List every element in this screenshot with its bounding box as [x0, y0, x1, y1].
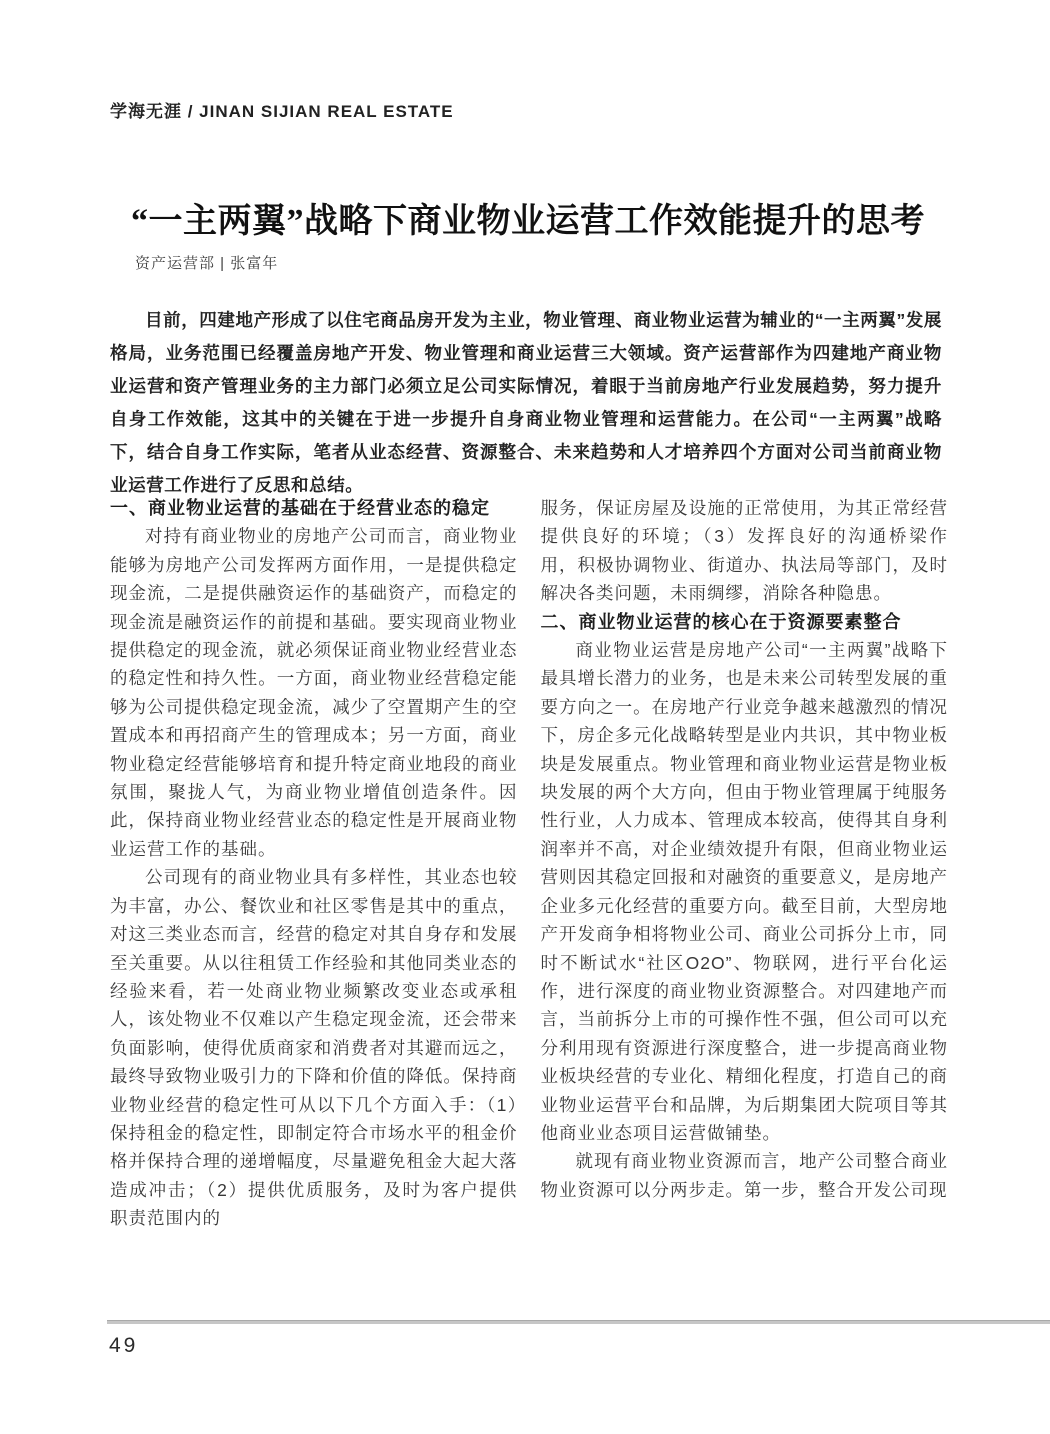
page-header-label: 学海无涯 / JINAN SIJIAN REAL ESTATE [110, 102, 454, 121]
page-number: 49 [109, 1334, 139, 1357]
article-title: “一主两翼”战略下商业物业运营工作效能提升的思考 [131, 203, 925, 240]
section-heading: 一、商业物业运营的基础在于经营业态的稳定 [110, 498, 490, 518]
article-abstract: 目前，四建地产形成了以住宅商品房开发为主业，物业管理、商业物业运营为辅业的“一主两翼”发展格局，业务范围已经覆盖房地产开发、物业管理和商业运营三大领域。资产运营部作为四建地产商业物业运营和资产管理业务的主力部门必须立足公司实际情况，着眼于当前房地产行业发展趋势，努力提升自身工作效能，这其中的关键在于进一步提升自身商业物业管理和运营能力。在公司“一主两翼”战略下，结合自身工作实际，笔者从业态经营、资源整合、未来趋势和人才培养四个方面对公司当前商业物业运营工作进行了反思和总结。 [110, 310, 942, 495]
body-paragraph: 公司现有的商业物业具有多样性，其业态也较为丰富，办公、餐饮业和社区零售是其中的重点，对这三类业态而言，经营的稳定对其自身存和发展至关重要。从以往租赁工作经验和其他同类业态的经验来看，若一处商业物业频繁改变业态或承租人，该处物业不仅难以产生稳定现金流，还会带来负面影响，使得优质商家和消费者对其避而远之，最终导致物业吸引力的下降和价值的降低。保持商业物业经营的稳定性可从以下几个方面入手：（1）保持租金的稳定性，即制定符合市场水平的租金价格并保持合理的递增幅度，尽量避免租金大起大落造成冲击；（2）提供优质服务，及时为客户提供职责范围内的 [110, 867, 518, 1229]
column-right [541, 494, 949, 1233]
article-byline: 资产运营部 | 张富年 [135, 255, 279, 272]
column-left [110, 494, 518, 1233]
body-paragraph: 服务，保证房屋及设施的正常使用，为其正常经营提供良好的环境；（3）发挥良好的沟通桥梁作用，积极协调物业、街道办、执法局等部门，及时解决各类问题，未雨绸缪，消除各种隐患。 [540, 498, 948, 604]
footer-rule [107, 1320, 1050, 1324]
body-paragraph: 就现有商业物业资源而言，地产公司整合商业物业资源可以分两步走。第一步，整合开发公司现 [540, 1151, 948, 1200]
body-paragraph: 对持有商业物业的房地产公司而言，商业物业能够为房地产公司发挥两方面作用，一是提供稳定现金流，二是提供融资运作的基础资产，而稳定的现金流是融资运作的前提和基础。要实现商业物业提供稳定的现金流，就必须保证商业物业经营业态的稳定性和持久性。一方面，商业物业经营稳定能够为公司提供稳定现金流，减少了空置期产生的空置成本和再招商产生的管理成本；另一方面，商业物业稳定经营能够培育和提升特定商业地段的商业氛围，聚拢人气，为商业物业增值创造条件。因此，保持商业物业经营业态的稳定性是开展商业物业运营工作的基础。 [110, 526, 518, 859]
section-heading: 二、商业物业运营的核心在于资源要素整合 [540, 611, 902, 632]
body-paragraph: 商业物业运营是房地产公司“一主两翼”战略下最具增长潜力的业务，也是未来公司转型发展的重要方向之一。在房地产行业竞争越来越激烈的情况下，房企多元化战略转型是业内共识，其中物业板块是发展重点。物业管理和商业物业运营是物业板块发展的两个大方向，但由于物业管理属于纯服务性行业，人力成本、管理成本较高，使得其自身利润率并不高，对企业绩效提升有限，但商业物业运营则因其稳定回报和对融资的重要意义，是房地产企业多元化经营的重要方向。截至目前，大型房地产开发商争相将物业公司、商业公司拆分上市，同时不断试水“社区O2O”、物联网，进行平台化运作，进行深度的商业物业资源整合。对四建地产而言，当前拆分上市的可操作性不强，但公司可以充分利用现有资源进行深度整合，进一步提高商业物业板块经营的专业化、精细化程度，打造自己的商业物业运营平台和品牌，为后期集团大院项目等其他商业业态项目运营做铺垫。 [540, 640, 948, 1143]
article-columns [110, 494, 948, 1233]
